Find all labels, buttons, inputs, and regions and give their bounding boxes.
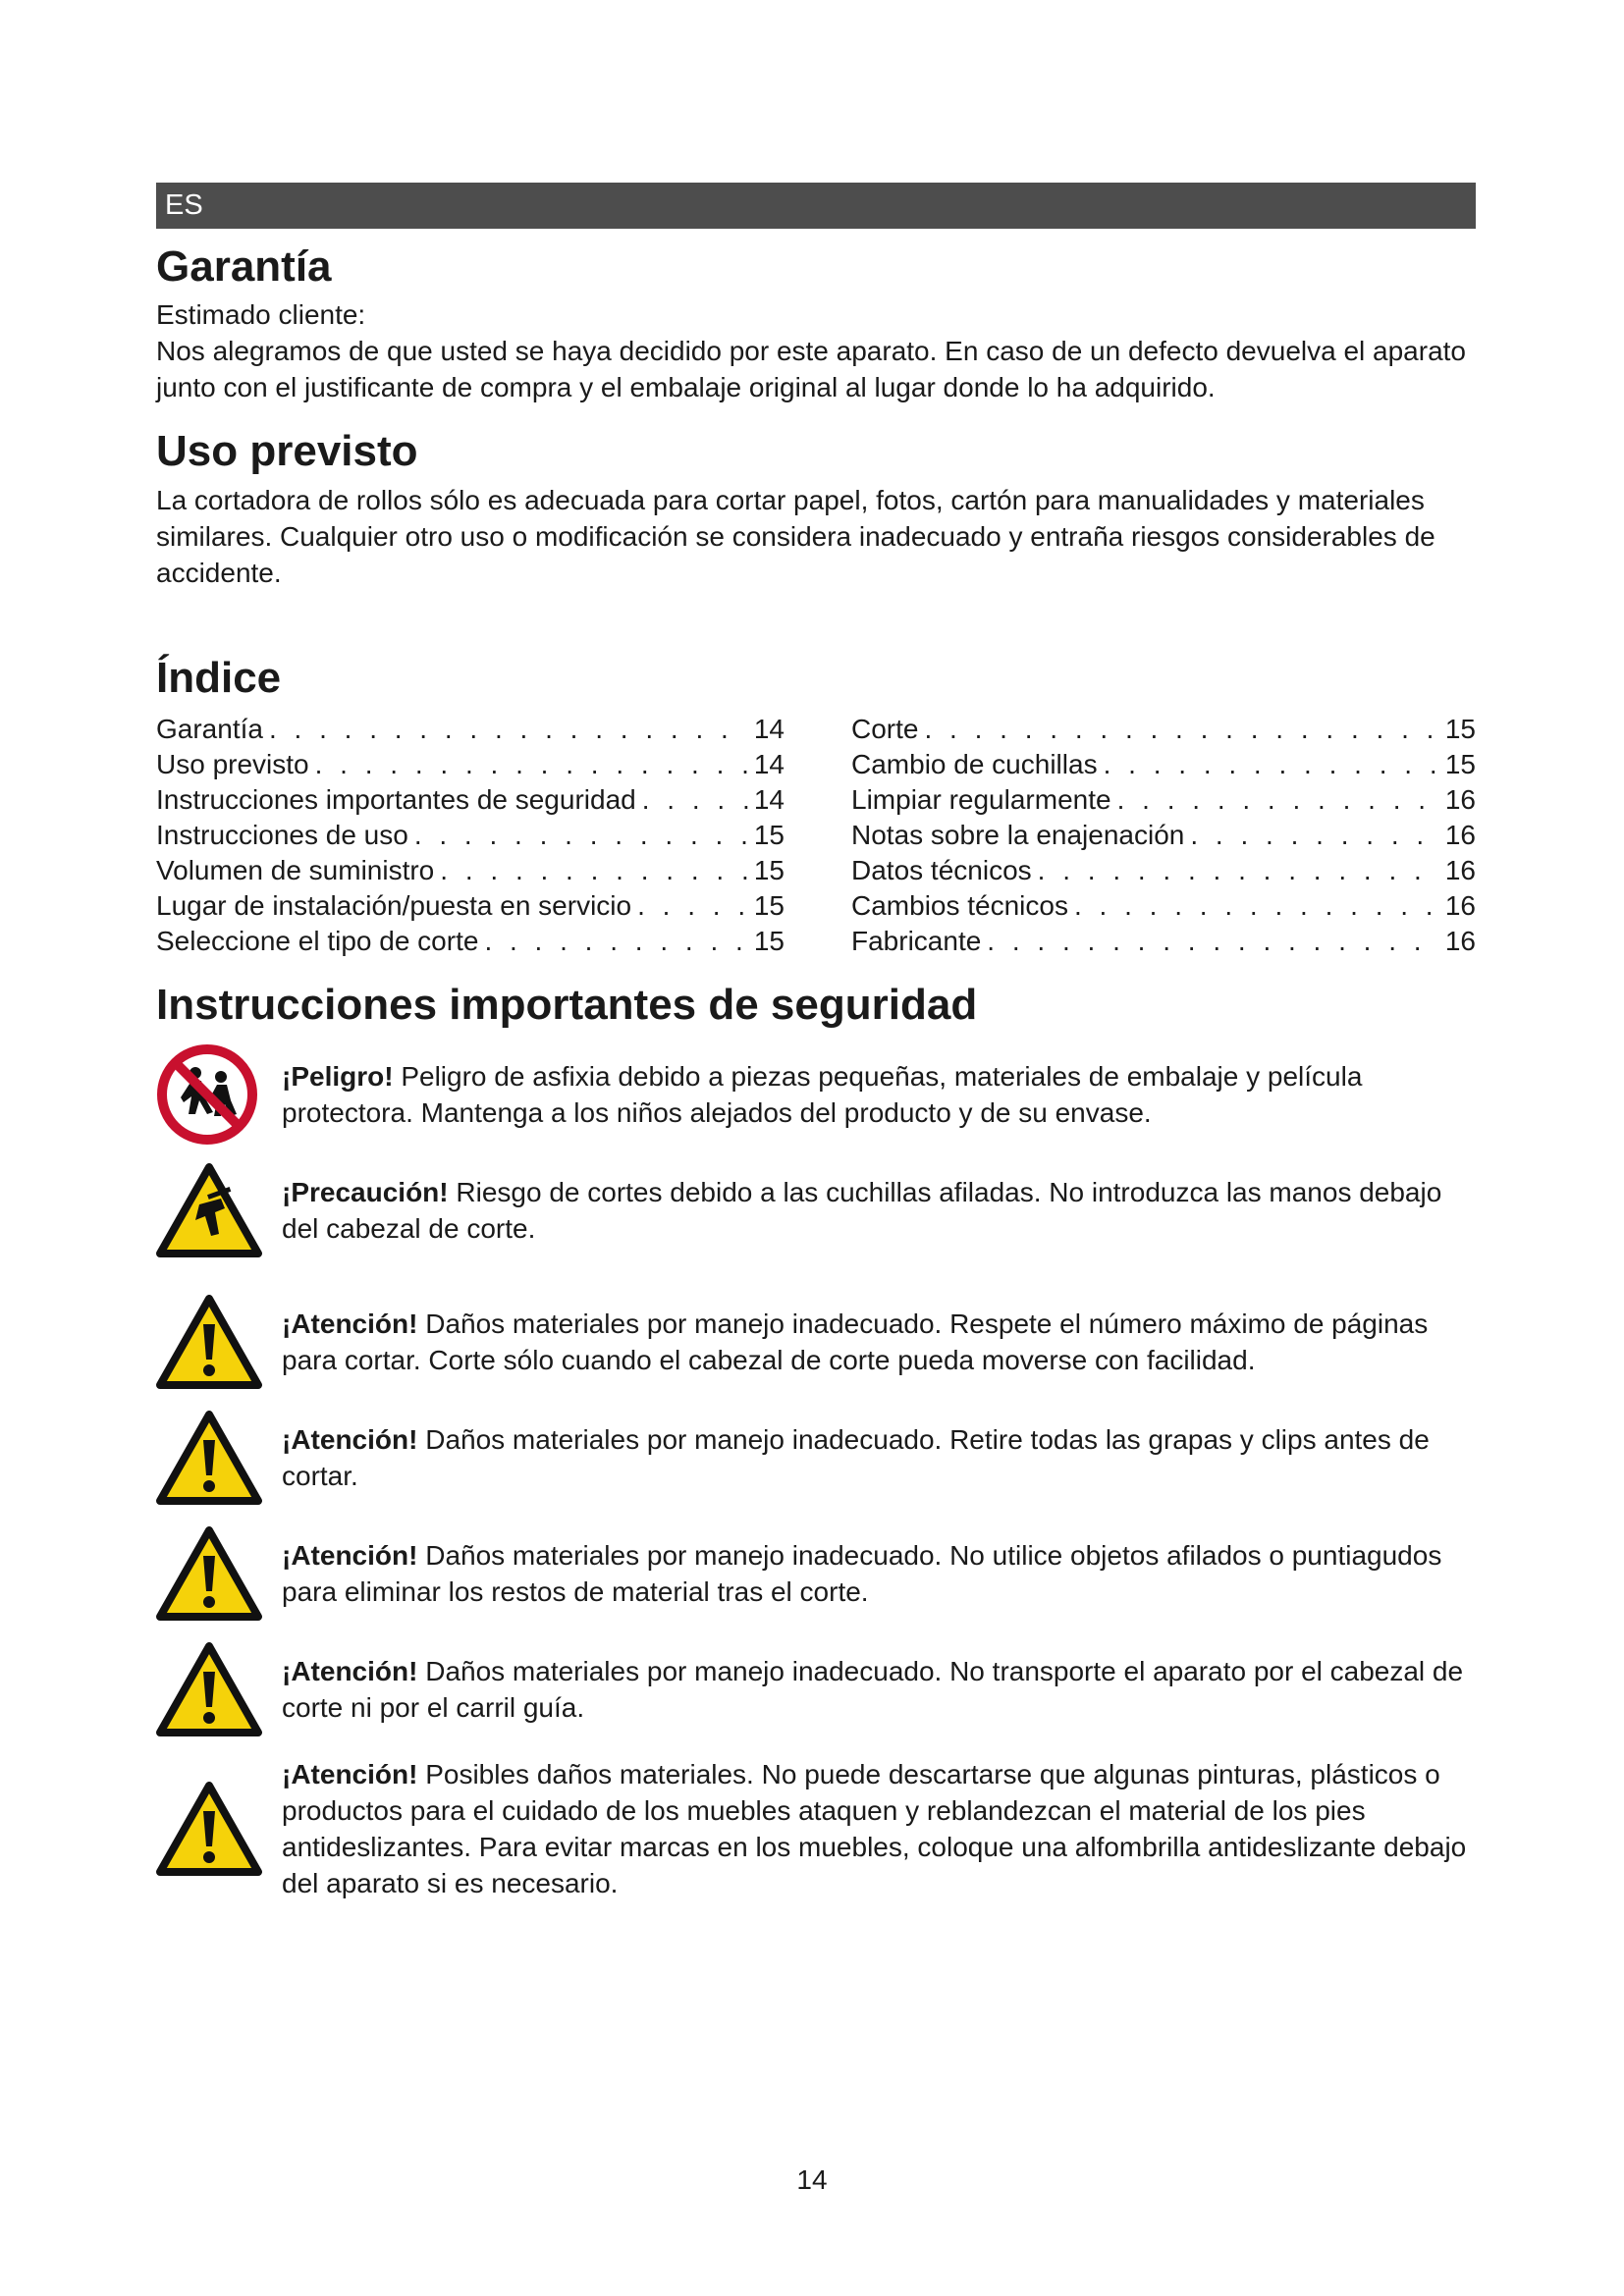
warning-triangle-icon [156, 1526, 262, 1621]
toc-entry-page: 16 [1444, 819, 1476, 850]
toc-entry-page: 16 [1444, 925, 1476, 956]
toc-leader-dots [924, 712, 1438, 747]
toc-entry[interactable] [156, 853, 785, 888]
warning-label: ¡Atención! [282, 1656, 418, 1687]
section-title-uso-previsto: Uso previsto [156, 426, 418, 475]
warning-body: Daños materiales por manejo inadecuado. No utilice objetos afilados o puntiagudos para eliminar los restos de material tras el corte. [282, 1540, 1442, 1608]
table-of-contents [156, 712, 1476, 959]
warning-body: Daños materiales por manejo inadecuado. Respete el número máximo de páginas para cortar. Corte sólo cuando el cabezal de corte pueda moverse con facilidad. [282, 1308, 1429, 1376]
garantia-greeting: Estimado cliente: [156, 298, 366, 330]
toc-entry-label: Garantía [156, 713, 263, 744]
toc-leader-dots [315, 747, 748, 782]
section-title-indice: Índice [156, 654, 282, 703]
toc-entry-page: 16 [1444, 889, 1476, 921]
document-page [156, 183, 1476, 1901]
warning-body: Peligro de asfixia debido a piezas pequeñas, materiales de embalaje y película protectora. Mantenga a los niños alejados del producto y de su envase. [282, 1061, 1363, 1129]
toc-leader-dots [1038, 853, 1439, 888]
toc-entry-label: Corte [851, 713, 919, 744]
toc-entry[interactable] [156, 747, 785, 782]
toc-entry-page: 15 [1444, 713, 1476, 744]
toc-entry-page: 15 [753, 819, 785, 850]
safety-warning [156, 1043, 1476, 1146]
language-header-bar [156, 183, 1476, 229]
warning-triangle-icon [156, 1782, 262, 1876]
toc-column-right [851, 712, 1476, 959]
toc-entry[interactable] [851, 853, 1476, 888]
toc-leader-dots [1190, 818, 1439, 853]
toc-entry-label: Notas sobre la enajenación [851, 819, 1185, 850]
toc-entry[interactable] [851, 818, 1476, 853]
warning-label: ¡Peligro! [282, 1061, 394, 1093]
toc-entry-label: Cambio de cuchillas [851, 748, 1098, 779]
toc-leader-dots [440, 853, 748, 888]
garantia-text: Nos alegramos de que usted se haya decidido por este aparato. En caso de un defecto devuelva el aparato junto con el justificante de compra y el embalaje original al lugar donde lo ha adquirido. [156, 335, 1467, 402]
toc-entry-label: Limpiar regularmente [851, 783, 1111, 815]
warning-label: ¡Atención! [282, 1759, 418, 1790]
section-title-seguridad: Instrucciones importantes de seguridad [156, 980, 978, 1029]
toc-leader-dots [484, 924, 747, 959]
warning-text [282, 1058, 1476, 1131]
warning-body: Posibles daños materiales. No puede descartarse que algunas pinturas, plásticos o productos para el cuidado de los muebles ataquen y reblandezcan el material de los pies antideslizantes. Para evitar marcas en los muebles, coloque una alfombrilla antideslizante debajo del aparato si es necesario. [282, 1759, 1467, 1899]
toc-entry[interactable] [851, 924, 1476, 959]
toc-entry-label: Datos técnicos [851, 854, 1032, 885]
safety-warning [156, 1411, 1476, 1505]
toc-entry-page: 16 [1444, 854, 1476, 885]
toc-entry[interactable] [156, 888, 785, 924]
warning-body: Riesgo de cortes debido a las cuchillas afiladas. No introduzca las manos debajo del cabezal de corte. [282, 1177, 1442, 1245]
language-code: ES [165, 189, 203, 221]
no-children-icon [156, 1043, 262, 1146]
toc-column-left [156, 712, 785, 959]
warning-triangle-icon [156, 1642, 262, 1736]
toc-leader-dots [269, 712, 748, 747]
toc-entry-page: 16 [1444, 783, 1476, 815]
warning-triangle-icon [156, 1295, 262, 1389]
safety-warning [156, 1642, 1476, 1736]
toc-entry-label: Uso previsto [156, 748, 309, 779]
toc-leader-dots [987, 924, 1439, 959]
toc-entry-page: 14 [753, 783, 785, 815]
toc-entry-label: Cambios técnicos [851, 889, 1068, 921]
warning-body: Daños materiales por manejo inadecuado. Retire todas las grapas y clips antes de cortar. [282, 1424, 1430, 1492]
toc-leader-dots [1117, 782, 1439, 818]
warning-text [282, 1537, 1476, 1610]
toc-entry-label: Volumen de suministro [156, 854, 435, 885]
warning-text [282, 1174, 1476, 1247]
toc-entry-label: Instrucciones de uso [156, 819, 408, 850]
toc-entry-page: 15 [753, 925, 785, 956]
toc-entry-label: Seleccione el tipo de corte [156, 925, 479, 956]
warning-triangle-icon [156, 1411, 262, 1505]
toc-leader-dots [637, 888, 748, 924]
toc-leader-dots [414, 818, 748, 853]
toc-entry[interactable] [851, 712, 1476, 747]
warning-text [282, 1756, 1476, 1901]
warning-label: ¡Precaución! [282, 1177, 449, 1208]
toc-entry[interactable] [156, 782, 785, 818]
toc-entry-page: 14 [753, 748, 785, 779]
warning-body: Daños materiales por manejo inadecuado. No transporte el aparato por el cabezal de corte ni por el carril guía. [282, 1656, 1464, 1724]
warning-label: ¡Atención! [282, 1308, 418, 1340]
uso-previsto-text: La cortadora de rollos sólo es adecuada para cortar papel, fotos, cartón para manualidades y materiales similares. Cualquier otro uso o modificación se considera inadecuado y entraña riesgos considerables de accidente. [156, 485, 1435, 589]
toc-entry-page: 15 [753, 854, 785, 885]
toc-leader-dots [642, 782, 748, 818]
warning-text [282, 1421, 1476, 1494]
warning-label: ¡Atención! [282, 1424, 418, 1456]
section-title-garantia: Garantía [156, 242, 332, 291]
warning-text [282, 1306, 1476, 1378]
toc-entry-label: Lugar de instalación/puesta en servicio [156, 889, 632, 921]
safety-warning [156, 1756, 1476, 1901]
safety-warnings-list [156, 1043, 1476, 1901]
safety-warning [156, 1295, 1476, 1389]
toc-entry[interactable] [851, 747, 1476, 782]
toc-entry-page: 15 [753, 889, 785, 921]
warning-label: ¡Atención! [282, 1540, 418, 1572]
page-number: 14 [796, 2164, 828, 2195]
toc-entry[interactable] [156, 818, 785, 853]
safety-warning [156, 1526, 1476, 1621]
toc-entry[interactable] [851, 782, 1476, 818]
toc-leader-dots [1074, 888, 1439, 924]
toc-entry-page: 15 [1444, 748, 1476, 779]
toc-entry-label: Instrucciones importantes de seguridad [156, 783, 636, 815]
cut-hazard-icon [156, 1163, 262, 1257]
toc-entry[interactable] [851, 888, 1476, 924]
warning-text [282, 1653, 1476, 1726]
toc-entry[interactable] [156, 924, 785, 959]
toc-leader-dots [1104, 747, 1439, 782]
toc-entry[interactable] [156, 712, 785, 747]
toc-entry-page: 14 [753, 713, 785, 744]
toc-entry-label: Fabricante [851, 925, 982, 956]
safety-warning [156, 1163, 1476, 1257]
